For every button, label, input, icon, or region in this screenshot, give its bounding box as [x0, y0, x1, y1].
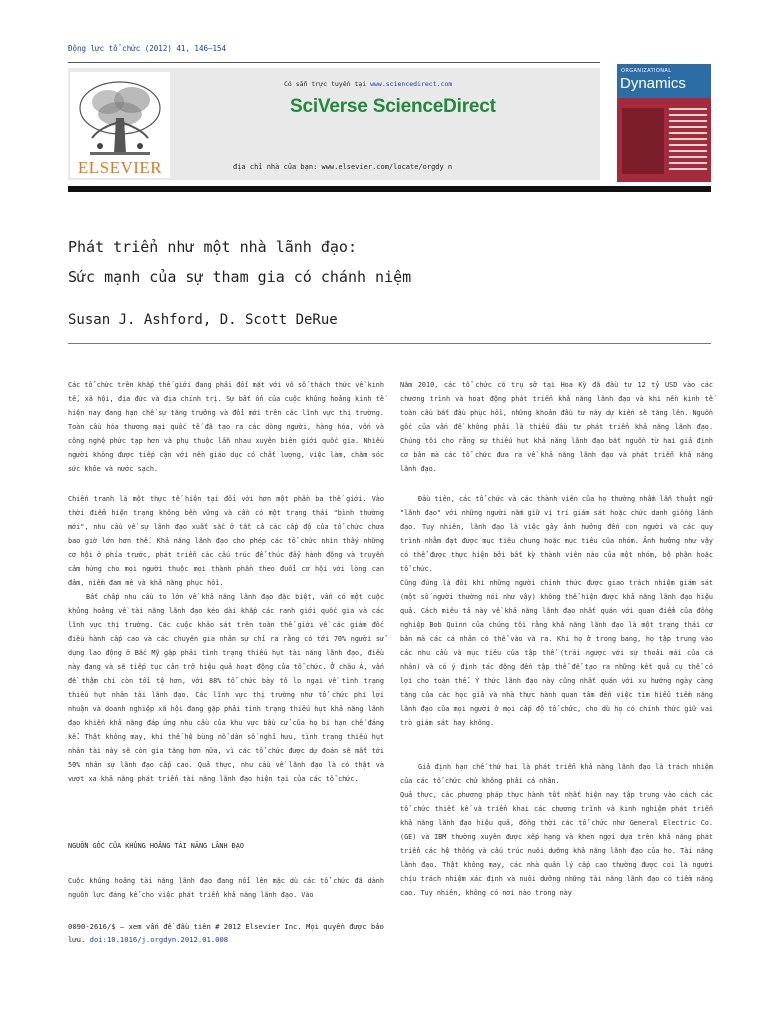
body-left-paragraph-3: Bất chấp nhu cầu to lớn về khả năng lãnh đạo đặc biệt, vẫn có một cuộc khủng hoảng về tài năng lãnh đạo kéo dài khắp các ranh giới quốc gia và các lĩnh vực thị trường. Các cuộc khảo sát trên toàn thế giới về các giám đốc điều hành cấp cao và các chuyên gia nhân sự chỉ ra rằng có tới 70% người sử dụng lao động ở Bắc Mỹ gặp phải tình trạng thiếu hụt tài năng lãnh đạo, điều này đang và sẽ tiếp tục cản trở hiệu quả hoạt động của tổ chức. Ở châu Á, vấn đề thậm chí còn tồi tệ hơn, với 88% tổ chức bày tỏ lo ngại về tình trạng thiếu hụt nhân tài lãnh đạo. Các lĩnh vực thị trường như tổ chức phi lợi nhuận và doanh nghiệp xã hội đang gặp phải tình trạng thiếu hụt khả năng lãnh đạo khiến khả năng đáp ứng nhu cầu của khu vực bầu cử của họ bị hạn chế đáng kể. Thật không may, khi thế hệ bùng nổ dân số nghỉ hưu, tình trạng thiếu hụt nhân tài này sẽ còn gia tăng hơn nữa, vì các tổ chức được dự đoán sẽ mất tới 50% nhân sự lãnh đạo cấp cao. Quả thực, nhu cầu về lãnh đạo là có thật và vượt xa khả năng phát triển tài năng lãnh đạo hiện tại của các tổ chức. — [68, 593, 384, 783]
body-left-paragraph-4: Cuộc khủng hoảng tài năng lãnh đạo đang nổi lên mặc dù các tổ chức đã dành nguồn lực đáng kể cho việc phát triển khả năng lãnh đạo. Vào — [68, 877, 384, 899]
copyright-text: 0090-2616/$ — xem vấn đề đầu tiên # 2012 Elsevier Inc. Mọi quyền được bảo lưu. — [68, 922, 384, 944]
section-heading: NGUỒN GỐC CỦA KHỦNG HOẢNG TÀI NĂNG LÃNH ĐẠO — [68, 842, 244, 850]
cover-artwork — [622, 108, 664, 174]
article-authors: Susan J. Ashford, D. Scott DeRue — [68, 312, 338, 328]
body-right-paragraph-3: Cũng đúng là đôi khi những người chính thức được giao trách nhiệm giám sát (một số người thường nói như vậy) không thể hiện được khả năng lãnh đạo hiệu quả. Cách miêu tả này về khả năng lãnh đạo nhất quán với quan điểm của đồng nghiệp Bob Quinn của chúng tôi rằng khả năng lãnh đạo là một trạng thái cơ bản mà các cá nhân có thể vào và ra. Khi họ ở trong bang, họ tập trung vào các nhu cầu và mục tiêu của tập thể (trái ngược với sự thoải mái của cá nhân) và có ý định tác động đến tập thể để tạo ra những kết quả cụ thể có lợi cho toàn thể. Ý thức lãnh đạo này cũng nhất quán với xu hướng ngày càng tăng của các học giả và nhà thực hành quan tâm đến việc tìm hiểu tiềm năng lãnh đạo của mọi người ở mọi cấp độ tổ chức, cho dù họ có chính thức giữ vai trò giám sát hay không. — [400, 579, 713, 727]
article-title-line-2: Sức mạnh của sự tham gia có chánh niệm — [68, 268, 412, 286]
header-bottom-rule — [68, 186, 711, 192]
article-title-line-1: Phát triển như một nhà lãnh đạo: — [68, 238, 357, 256]
copyright-footer — [68, 920, 398, 946]
cover-supertitle: ORGANIZATIONAL — [621, 68, 672, 74]
journal-cover-thumbnail[interactable] — [617, 64, 711, 182]
body-right-paragraph-2: Đầu tiên, các tổ chức và các thành viên của họ thường nhầm lẫn thuật ngữ "lãnh đạo" với những người nắm giữ vị trí giám sát hoặc chức danh giống lãnh đạo. Tuy nhiên, lãnh đạo là việc gây ảnh hưởng đến con người và các quy trình nhằm đạt được mục tiêu chung hoặc mục tiêu của nhóm. Ảnh hưởng như vậy có thể được thực hiện bởi bất kỳ thành viên nào của một nhóm, bộ phận hoặc tổ chức. — [400, 495, 713, 573]
doi-link[interactable]: doi:10.1016/j.orgdyn.2012.01.008 — [89, 935, 229, 944]
body-right-paragraph-5: Quả thực, các phương pháp thực hành tốt nhất hiện nay tập trung vào cách các tổ chức thiết kế và triển khai các chương trình và kinh nghiệm phát triển khả năng lãnh đạo hiệu quả, đồng thời các tổ chức như General Electric Co. (GE) và IBM thường xuyên được xếp hạng và khen ngợi dựa trên khả năng phát triển các hệ thống và cấu trúc nuôi dưỡng khả năng lãnh đạo của họ. Tài năng lãnh đạo. Thật không may, các nhà quản lý cấp cao thường được coi là người chịu trách nhiệm xác định và nuôi dưỡng những tài năng lãnh đạo có tiềm năng cao. Tuy nhiên, không có nơi nào trong này — [400, 791, 713, 897]
body-left-paragraph-1: Các tổ chức trên khắp thế giới đang phải đối mặt với vô số thách thức về kinh tế, xã hội, địa đức và địa chính trị. Sự bất ổn của cuộc khủng hoảng kinh tế hiện nay đang hạn chế sự tăng trưởng và đổi mới trên các lĩnh vực thị trường. Toàn cầu hóa thương mại quốc tế đã tạo ra các dòng người, hàng hóa, vốn và công nghệ phức tạp hơn và phụ thuộc lẫn nhau xuyên biên giới quốc gia. Nhiều người không được tiếp cận với nền giáo dục có chất lượng, việc làm, chăm sóc sức khỏe và nước sạch. — [68, 381, 384, 473]
available-online-line — [284, 80, 452, 88]
body-right-paragraph-1: Năm 2010, các tổ chức có trụ sở tại Hoa Kỳ đã đầu tư 12 tỷ USD vào các chương trình và hoạt động phát triển khả năng lãnh đạo và khi nền kinh tế toàn cầu bắt đầu phục hồi, những khoản đầu tư này dự kiến sẽ tăng lên. Nguồn gốc của vấn đề không phải là thiếu đầu tư phát triển khả năng lãnh đạo. Chúng tôi cho rằng sự thiếu hụt khả năng lãnh đạo bắt nguồn từ hai giả định cơ bản mà các tổ chức đưa ra về khả năng lãnh đạo và phát triển khả năng lãnh đạo. — [400, 381, 713, 473]
body-right-paragraph-4: Giả định hạn chế thứ hai là phát triển khả năng lãnh đạo là trách nhiệm của các tổ chức chứ không phải cá nhân. — [400, 763, 713, 785]
cover-contents-lines — [669, 108, 707, 174]
header-top-rule — [68, 62, 600, 63]
cover-title: Dynamics — [620, 75, 686, 92]
available-online-label: Có sẵn trực tuyến tại — [284, 80, 371, 88]
sciencedirect-link[interactable]: www.sciencedirect.com — [370, 80, 453, 88]
journal-reference[interactable]: Động lực tổ chức (2012) 41, 146–154 — [68, 44, 227, 53]
journal-homepage-line[interactable]: địa chỉ nhà của bạn: www.elsevier.com/locate/orgdy n — [233, 163, 453, 171]
body-left-paragraph-2: Chiến tranh là một thực tế hiện tại đối với hơn một phần ba thế giới. Vào thời điểm hiện trạng không bền vững và cần có một trạng thái "bình thường mới", nhu cầu về sự lãnh đạo xuất sắc ở tất cả các cấp độ của tổ chức chưa bao giờ lớn hơn thế. Khả năng lãnh đạo cho phép các tổ chức nhìn thấy những cơ hội ở phía trước, phát triển các cấu trúc để thúc đẩy hành động và truyền cảm hứng cho mọi người thuộc mọi thành phần theo đuổi cơ hội với lòng can đảm, niềm đam mê và khả năng phục hồi. — [68, 495, 384, 587]
elsevier-wordmark: ELSEVIER — [77, 158, 163, 177]
sciverse-sciencedirect-logo[interactable]: SciVerse ScienceDirect — [290, 96, 496, 117]
title-separator-rule — [68, 343, 711, 344]
elsevier-logo[interactable] — [70, 72, 170, 178]
